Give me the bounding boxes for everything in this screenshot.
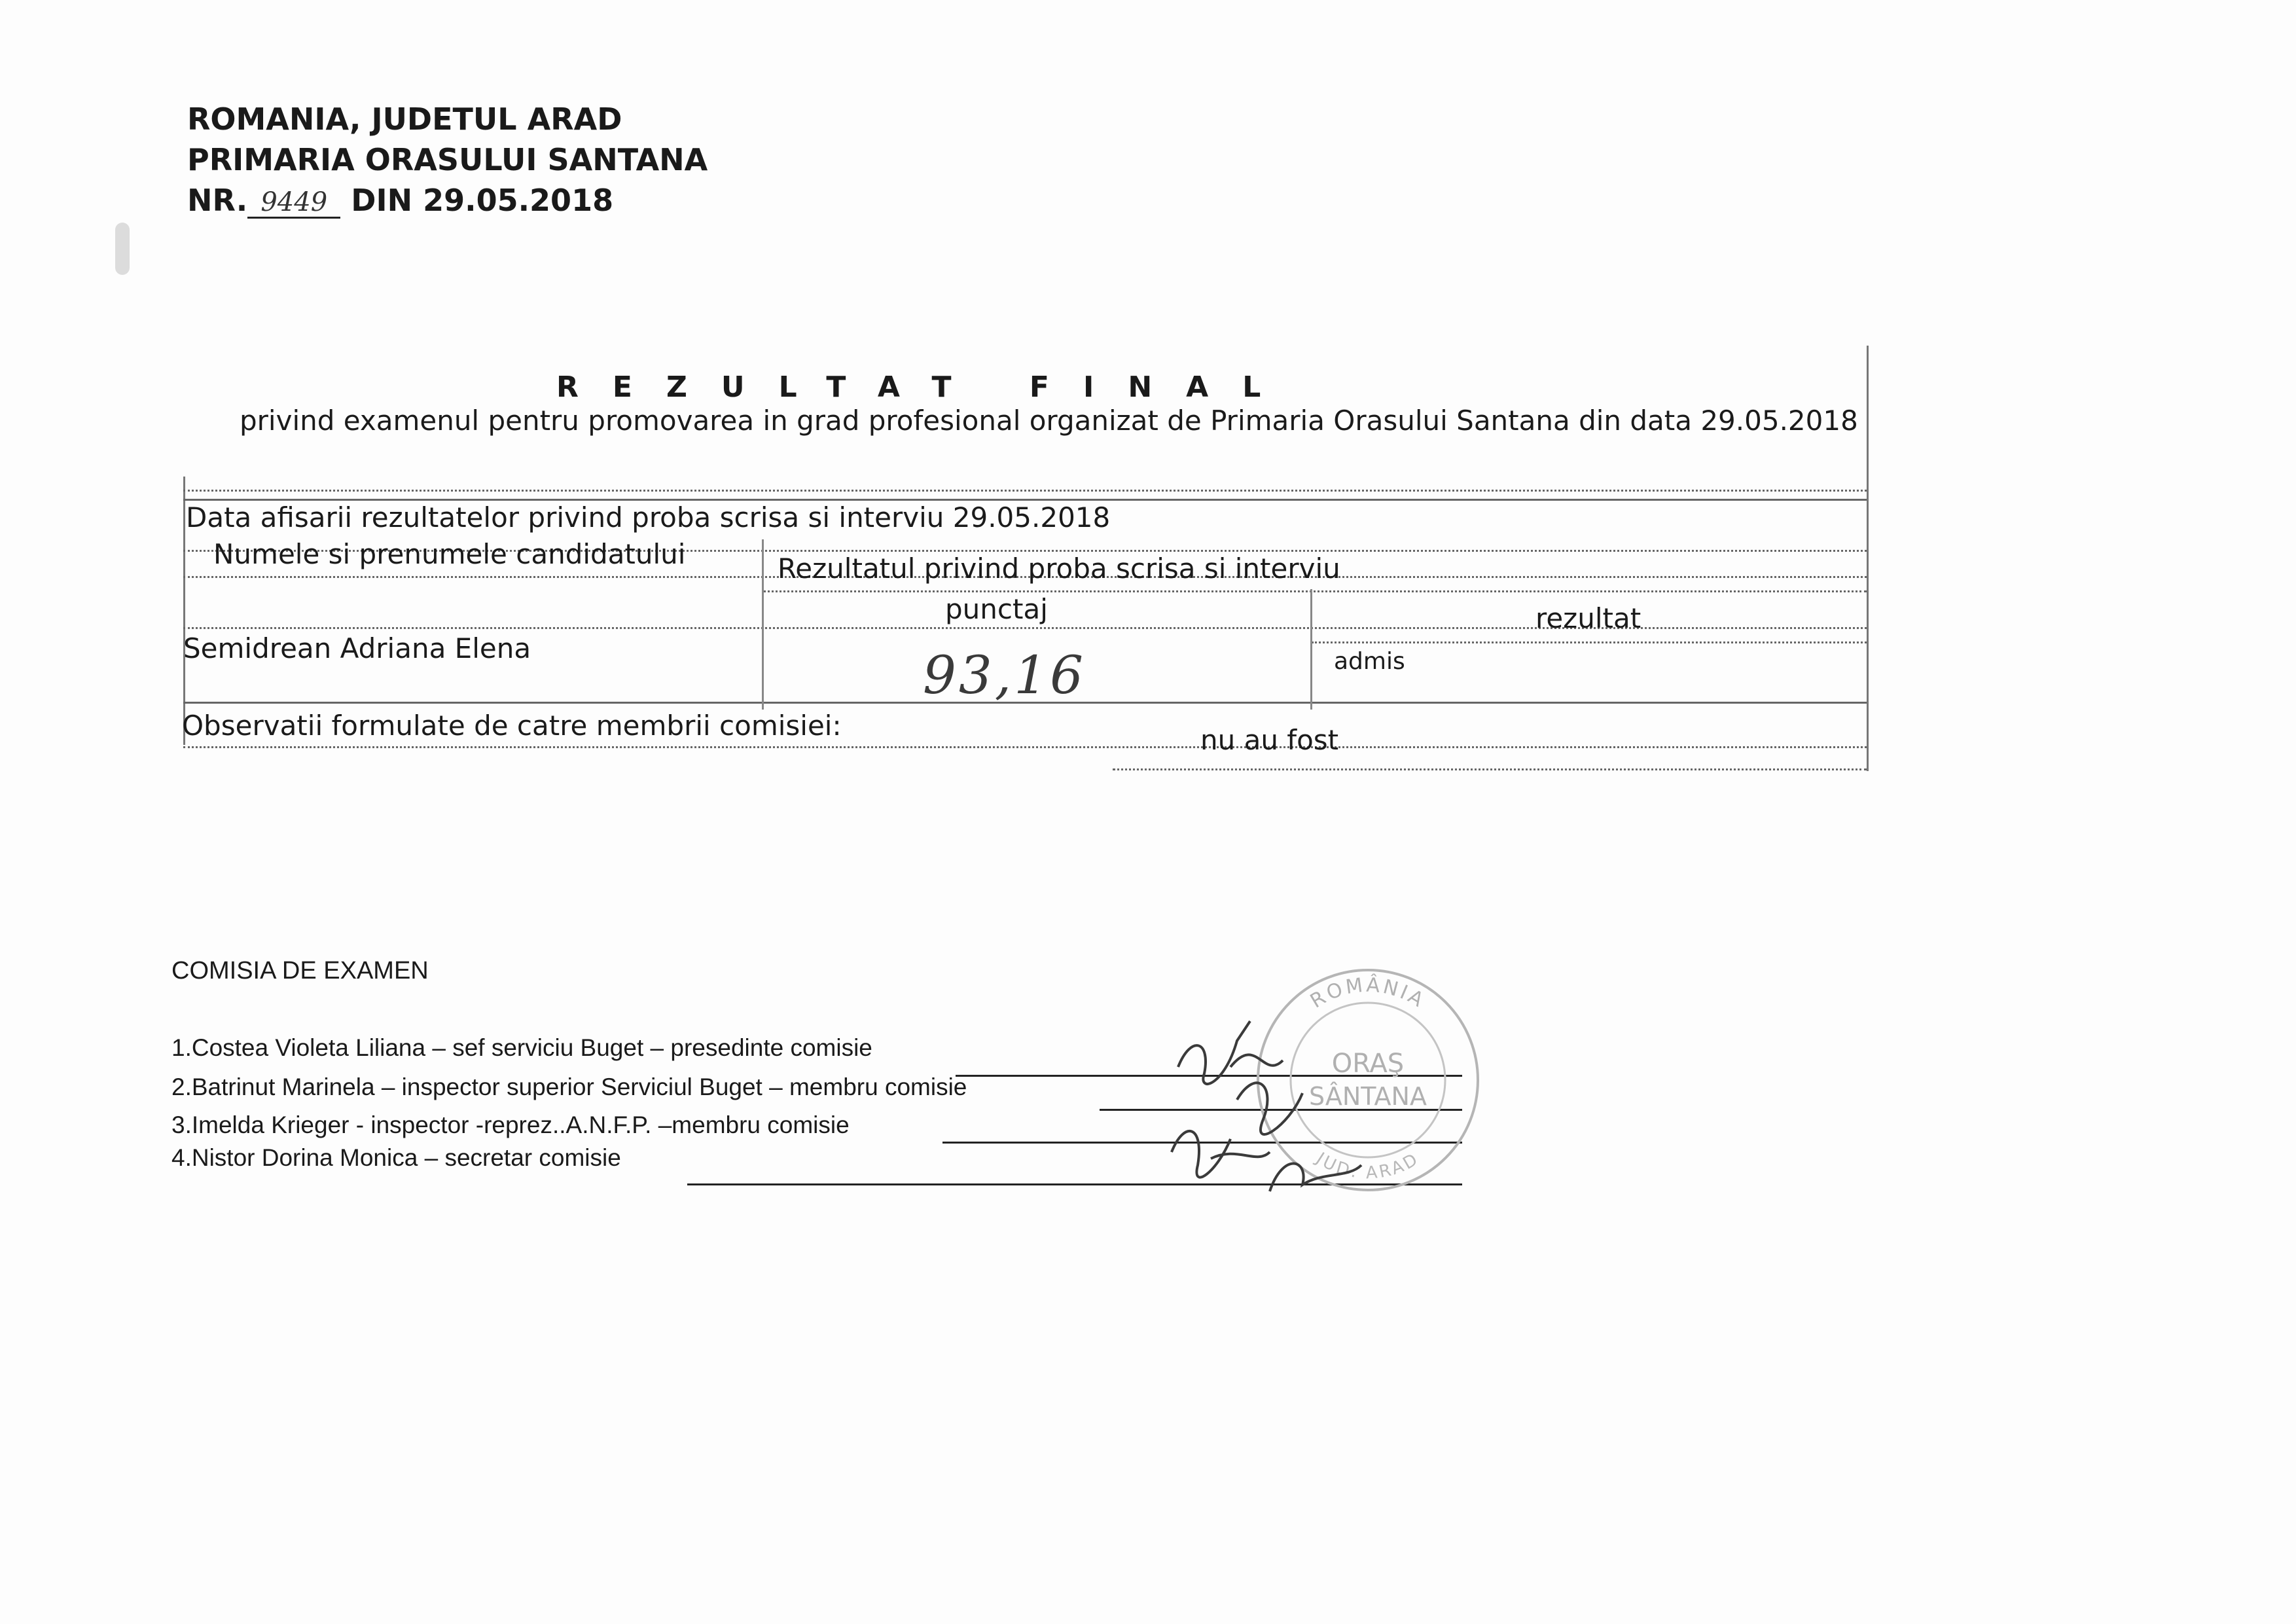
rule	[1113, 768, 1867, 770]
commission-member-3: 3.Imelda Krieger - inspector -reprez..A.N.F.P. –membru comisie	[171, 1111, 850, 1138]
svg-text:SÂNTANA: SÂNTANA	[1309, 1082, 1427, 1111]
nr-handwritten-number: 9449	[247, 188, 340, 219]
svg-text:ROMÂNIA: ROMÂNIA	[1306, 973, 1430, 1013]
rule	[183, 490, 1867, 492]
candidate-score-handwritten: 93,16	[923, 645, 1086, 706]
column-header-candidate-name: Numele si prenumele candidatului	[213, 538, 686, 570]
document-title: REZULTAT FINAL	[556, 370, 1295, 404]
candidate-name: Semidrean Adriana Elena	[183, 632, 531, 664]
rule	[183, 746, 1867, 748]
rule	[183, 499, 1867, 501]
column-divider	[762, 539, 764, 710]
date-display-row: Data afisarii rezultatelor privind proba scrisa si interviu 29.05.2018	[186, 501, 1111, 533]
commission-member-2: 2.Batrinut Marinela – inspector superior Serviciul Buget – membru comisie	[171, 1074, 967, 1100]
scan-artifact	[115, 223, 130, 275]
frame-left-border	[183, 477, 185, 745]
commission-member-1: 1.Costea Violeta Liliana – sef serviciu Buget – presedinte comisie	[171, 1034, 872, 1061]
document-subtitle: privind examenul pentru promovarea in grad profesional organizat de Primaria Orasului Santana din data 29.05.2018	[240, 405, 1858, 437]
header-institution: PRIMARIA ORASULUI SANTANA	[187, 142, 708, 177]
commission-member-4: 4.Nistor Dorina Monica – secretar comisie	[171, 1144, 621, 1171]
header-country-county: ROMANIA, JUDETUL ARAD	[187, 101, 622, 137]
column-header-result: Rezultatul privind proba scrisa si interviu	[778, 552, 1340, 585]
commission-title: COMISIA DE EXAMEN	[171, 957, 429, 984]
nr-label: NR.	[187, 183, 248, 218]
rule	[763, 590, 1867, 592]
din-date-label: DIN 29.05.2018	[351, 183, 614, 218]
svg-text:JUD. ARAD: JUD. ARAD	[1312, 1149, 1424, 1183]
column-divider	[1310, 589, 1312, 710]
header-registration	[187, 181, 613, 220]
observations-label: Observatii formulate de catre membrii comisiei:	[182, 710, 842, 742]
rule	[1312, 641, 1867, 643]
signatures-scribble	[1152, 995, 1492, 1204]
frame-right-border	[1867, 346, 1869, 771]
observations-value: nu au fost	[1200, 724, 1339, 756]
sub-header-result: rezultat	[1535, 602, 1641, 634]
sub-header-score: punctaj	[945, 593, 1048, 625]
svg-text:ORAŞ: ORAŞ	[1331, 1049, 1405, 1079]
candidate-result: admis	[1334, 648, 1405, 675]
